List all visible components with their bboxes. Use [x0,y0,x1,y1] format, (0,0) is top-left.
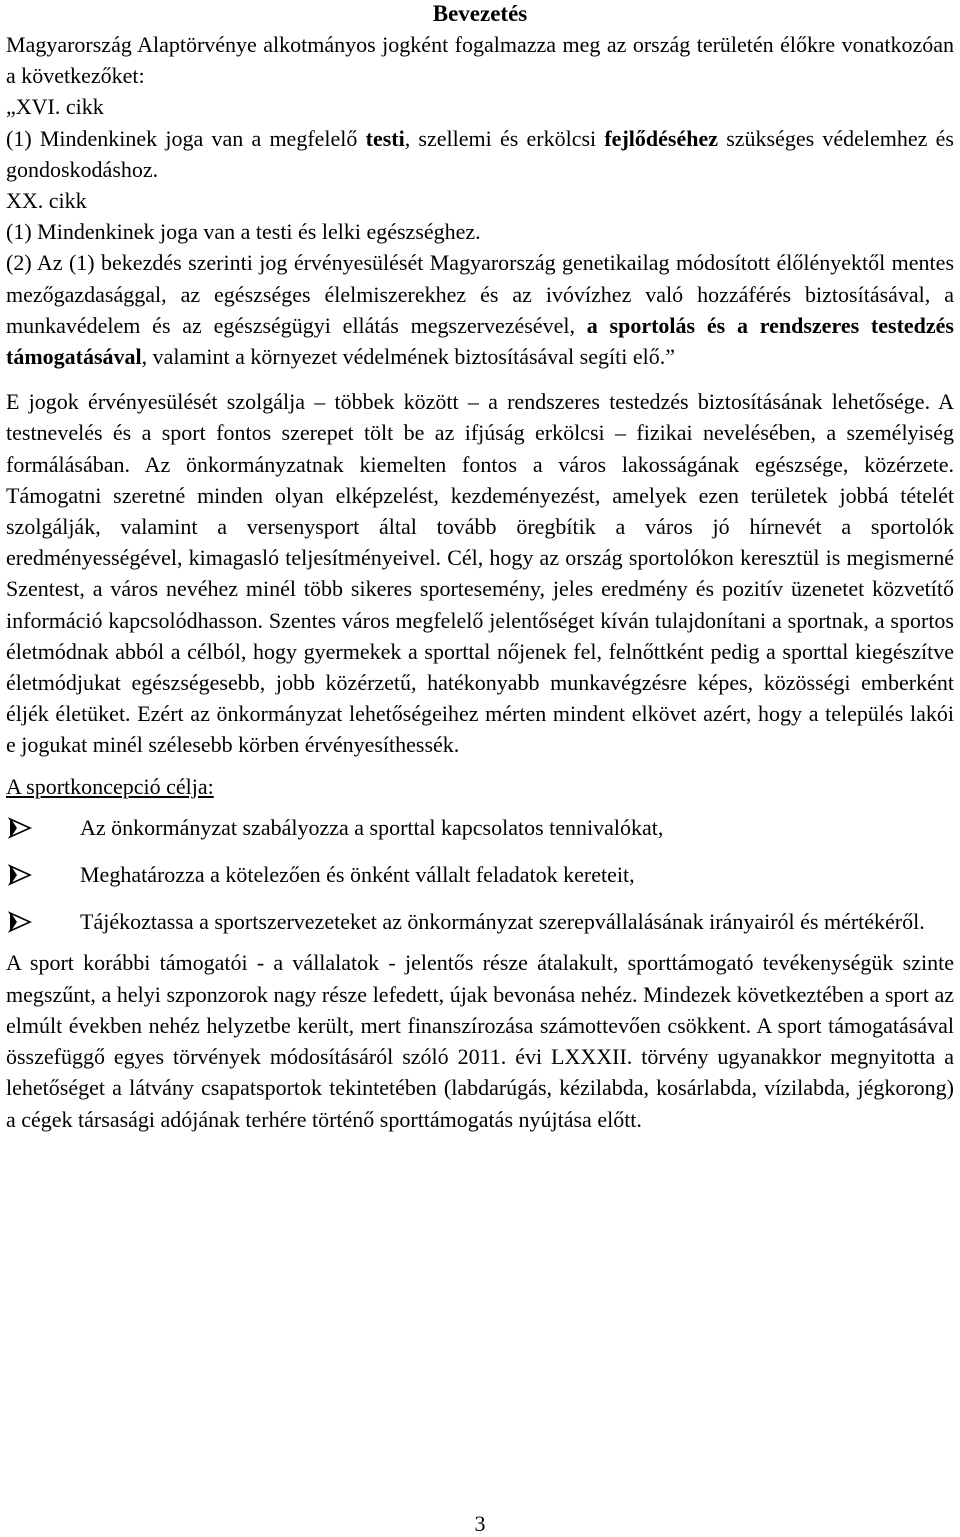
goal-text: Tájékoztassa a sportszervezeteket az önkormányzat szerepvállalásának irányairól és mértékéről. [80,909,925,935]
arrowhead-bullet-icon [8,864,32,886]
text-run: (2) Az (1) bekezdés szerinti jog érvényesülését Magyarország genetikailag módosított élőlényektől mentes mezőgazdasággal, az egészséges élelmiszerekhez és az ivóvízhez való hozzáférés biztosításával, a munkavédelem és az egészségügyi ellátás megszervezésével, [6,250,954,338]
bold-term-testi: testi [365,125,405,151]
article-20-paragraph-1: (1) Mindenkinek joga van a testi és lelki egészséghez. [6,219,481,245]
article-16-heading: „XVI. cikk [6,94,104,120]
text-run: szükséges védelemhez és gondoskodáshoz. [6,125,954,182]
goal-text: Meghatározza a kötelezően és önként vállalt feladatok kereteit, [80,862,635,888]
goals-list [6,812,954,938]
goal-text: Az önkormányzat szabályozza a sporttal kapcsolatos tennivalókat, [80,814,664,840]
bold-phrase-sport: a sportolás és a rendszeres testedzés támogatásával [6,312,954,370]
goals-heading: A sportkoncepció célja: [6,773,214,799]
spacer [6,802,954,812]
list-item [6,859,954,890]
bold-term-fejlodesehez: fejlődéséhez [604,125,718,151]
list-item [6,812,954,843]
body-paragraph: E jogok érvényesülését szolgálja – többek között – a rendszeres testedzés biztosításának lehetősége. A testnevelés és a sport fontos szerepet tölt be az ifjúság erkölcsi – fizikai nevelésében, a személyiség formálásában. Az önkormányzatnak kiemelten fontos a város lakosságának egészsége, közérzete. Támogatni szeretné minden olyan elképzelést, kezdeményezést, amelyek ezen területek jobbá tételét szolgálják, valamint a versenysport által tovább öregbítik a város jó hírnevét a sportolók eredményességével, kimagasló teljesítményeivel. Cél, hogy az ország sportolókon keresztül is megismerné Szentest, a város nevéhez minél több sikeres sportesemény, jeles eredmény és pozitív üzenetet közvetítő információ kapcsolódhasson. Szentes város megfelelő jelentőséget kíván tulajdonítani a sportnak, a sportos életmódnak abból a célból, hogy gyermekek a sporttal nőjenek fel, felnőttként pedig a sporttal kiegészítve életmódjukat egészségesebb, jobb közérzetű, hatékonyabb munkavégzésre képes, közösségi emberként éljék életüket. Ezért az önkormányzat lehetőségeihez mérten mindent elkövet azért, hogy a település lakói e jogukat minél szélesebb körben érvényesíthessék. [6,389,954,758]
article-16-paragraph-1 [6,123,954,185]
page-number: 3 [474,1511,486,1536]
spacer [6,372,954,386]
intro-paragraph: Magyarország Alaptörvénye alkotmányos jogként fogalmazza meg az ország területén élőkre vonatkozóan a következőket: [6,32,954,89]
text-run: (1) Mindenkinek joga van a megfelelő [6,125,366,151]
arrowhead-bullet-icon [8,817,32,839]
text-run: , szellemi és erkölcsi [404,125,605,151]
arrowhead-bullet-icon [8,911,32,933]
document-page [6,0,954,1135]
article-20-heading: XX. cikk [6,188,87,214]
spacer [6,761,954,771]
text-run: , valamint a környezet védelmének biztosításával segíti elő.” [141,344,675,370]
article-20-paragraph-2 [6,247,954,372]
page-title: Bevezetés [432,1,528,26]
list-item [6,906,954,937]
closing-paragraph: A sport korábbi támogatói - a vállalatok - jelentős része átalakult, sporttámogató tevékenységük szinte megszűnt, a helyi szponzorok nagy része lefedett, újak bevonása nehéz. Mindezek következtében a sport az elmúlt években nehéz helyzetbe került, mert finanszírozása számottevően csökkent. A sport támogatásával összefüggő egyes törvények módosításáról szóló 2011. évi LXXXII. törvény ugyanakkor megnyitotta a lehetőséget a látvány csapatsportok tekintetében (labdarúgás, kézilabda, kosárlabda, vízilabda, jégkorong) a cégek társasági adójának terhére történő sporttámogatás nyújtása előtt. [6,950,954,1132]
